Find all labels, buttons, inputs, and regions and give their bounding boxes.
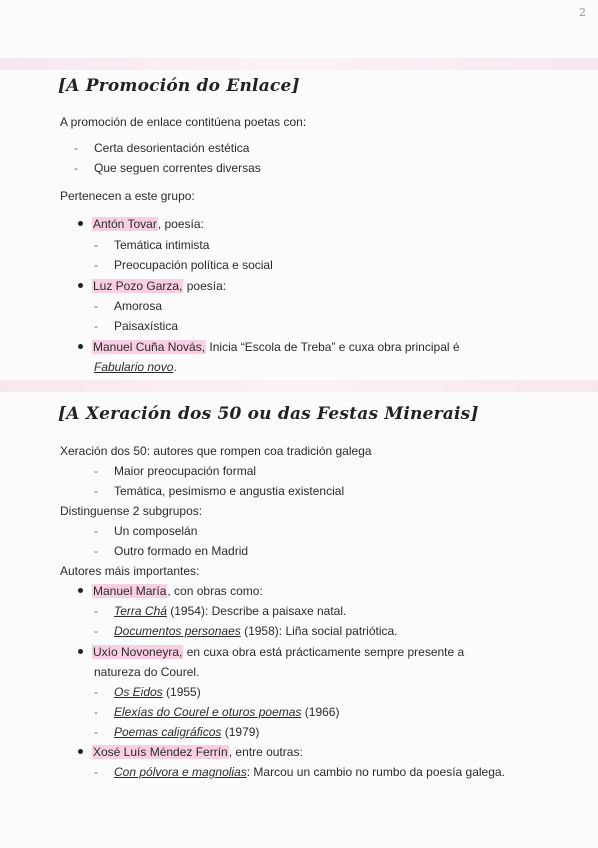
work-item: - Documentos personaes (1958): Liña social patriótica.: [94, 624, 398, 638]
section-title: [A Promoción do Enlace]: [58, 76, 300, 96]
author-item: Manuel Cuña Novás, Inicia “Escola de Treba” e cuxa obra principal é: [78, 339, 460, 355]
paragraph: Xeración dos 50: autores que rompen coa tradición galega: [60, 444, 372, 458]
list-item: - Temática intimista: [94, 238, 210, 252]
paragraph: A promoción de enlace contitúena poetas con:: [60, 115, 307, 129]
work-item: - Poemas caligráficos (1979): [94, 725, 260, 739]
highlight-band: [0, 380, 598, 392]
author-item: Antón Tovar, poesía:: [78, 216, 204, 232]
list-item: - Paisaxística: [94, 319, 179, 333]
author-item: Xosé Luís Méndez Ferrín, entre outras:: [78, 744, 303, 760]
list-item: - Outro formado en Madrid: [94, 544, 249, 558]
work-item: - Con pólvora e magnolias: Marcou un cambio no rumbo da poesía galega.: [94, 765, 505, 779]
author-item: Manuel María, con obras como:: [78, 583, 263, 599]
work-title: Fabulario novo.: [94, 360, 177, 374]
list-item: - Amorosa: [94, 299, 163, 313]
highlight-band: [0, 58, 598, 70]
list-item: - Que seguen correntes diversas: [74, 161, 261, 175]
section-title: [A Xeración dos 50 ou das Festas Minerais]: [58, 404, 479, 424]
list-item: - Certa desorientación estética: [74, 141, 250, 155]
list-item: - Maior preocupación formal: [94, 464, 257, 478]
list-item: - Un composelán: [94, 524, 198, 538]
work-item: - Elexías do Courel e oturos poemas (1966): [94, 705, 340, 719]
author-item: Luz Pozo Garza, poesía:: [78, 278, 226, 294]
paragraph: Autores máis importantes:: [60, 564, 200, 578]
work-item: - Terra Chá (1954): Describe a paisaxe natal.: [94, 604, 347, 618]
author-item: Uxío Novoneyra, en cuxa obra está prácticamente sempre presente a: [78, 644, 464, 660]
list-item: - Preocupación política e social: [94, 258, 273, 272]
paragraph: Pertenecen a este grupo:: [60, 189, 195, 203]
paragraph: Distinguense 2 subgrupos:: [60, 504, 203, 518]
list-item: - Temática, pesimismo e angustia existencial: [94, 484, 345, 498]
work-item: - Os Eidos (1955): [94, 685, 201, 699]
paragraph: natureza do Courel.: [94, 665, 200, 679]
page-number: 2: [579, 6, 586, 19]
